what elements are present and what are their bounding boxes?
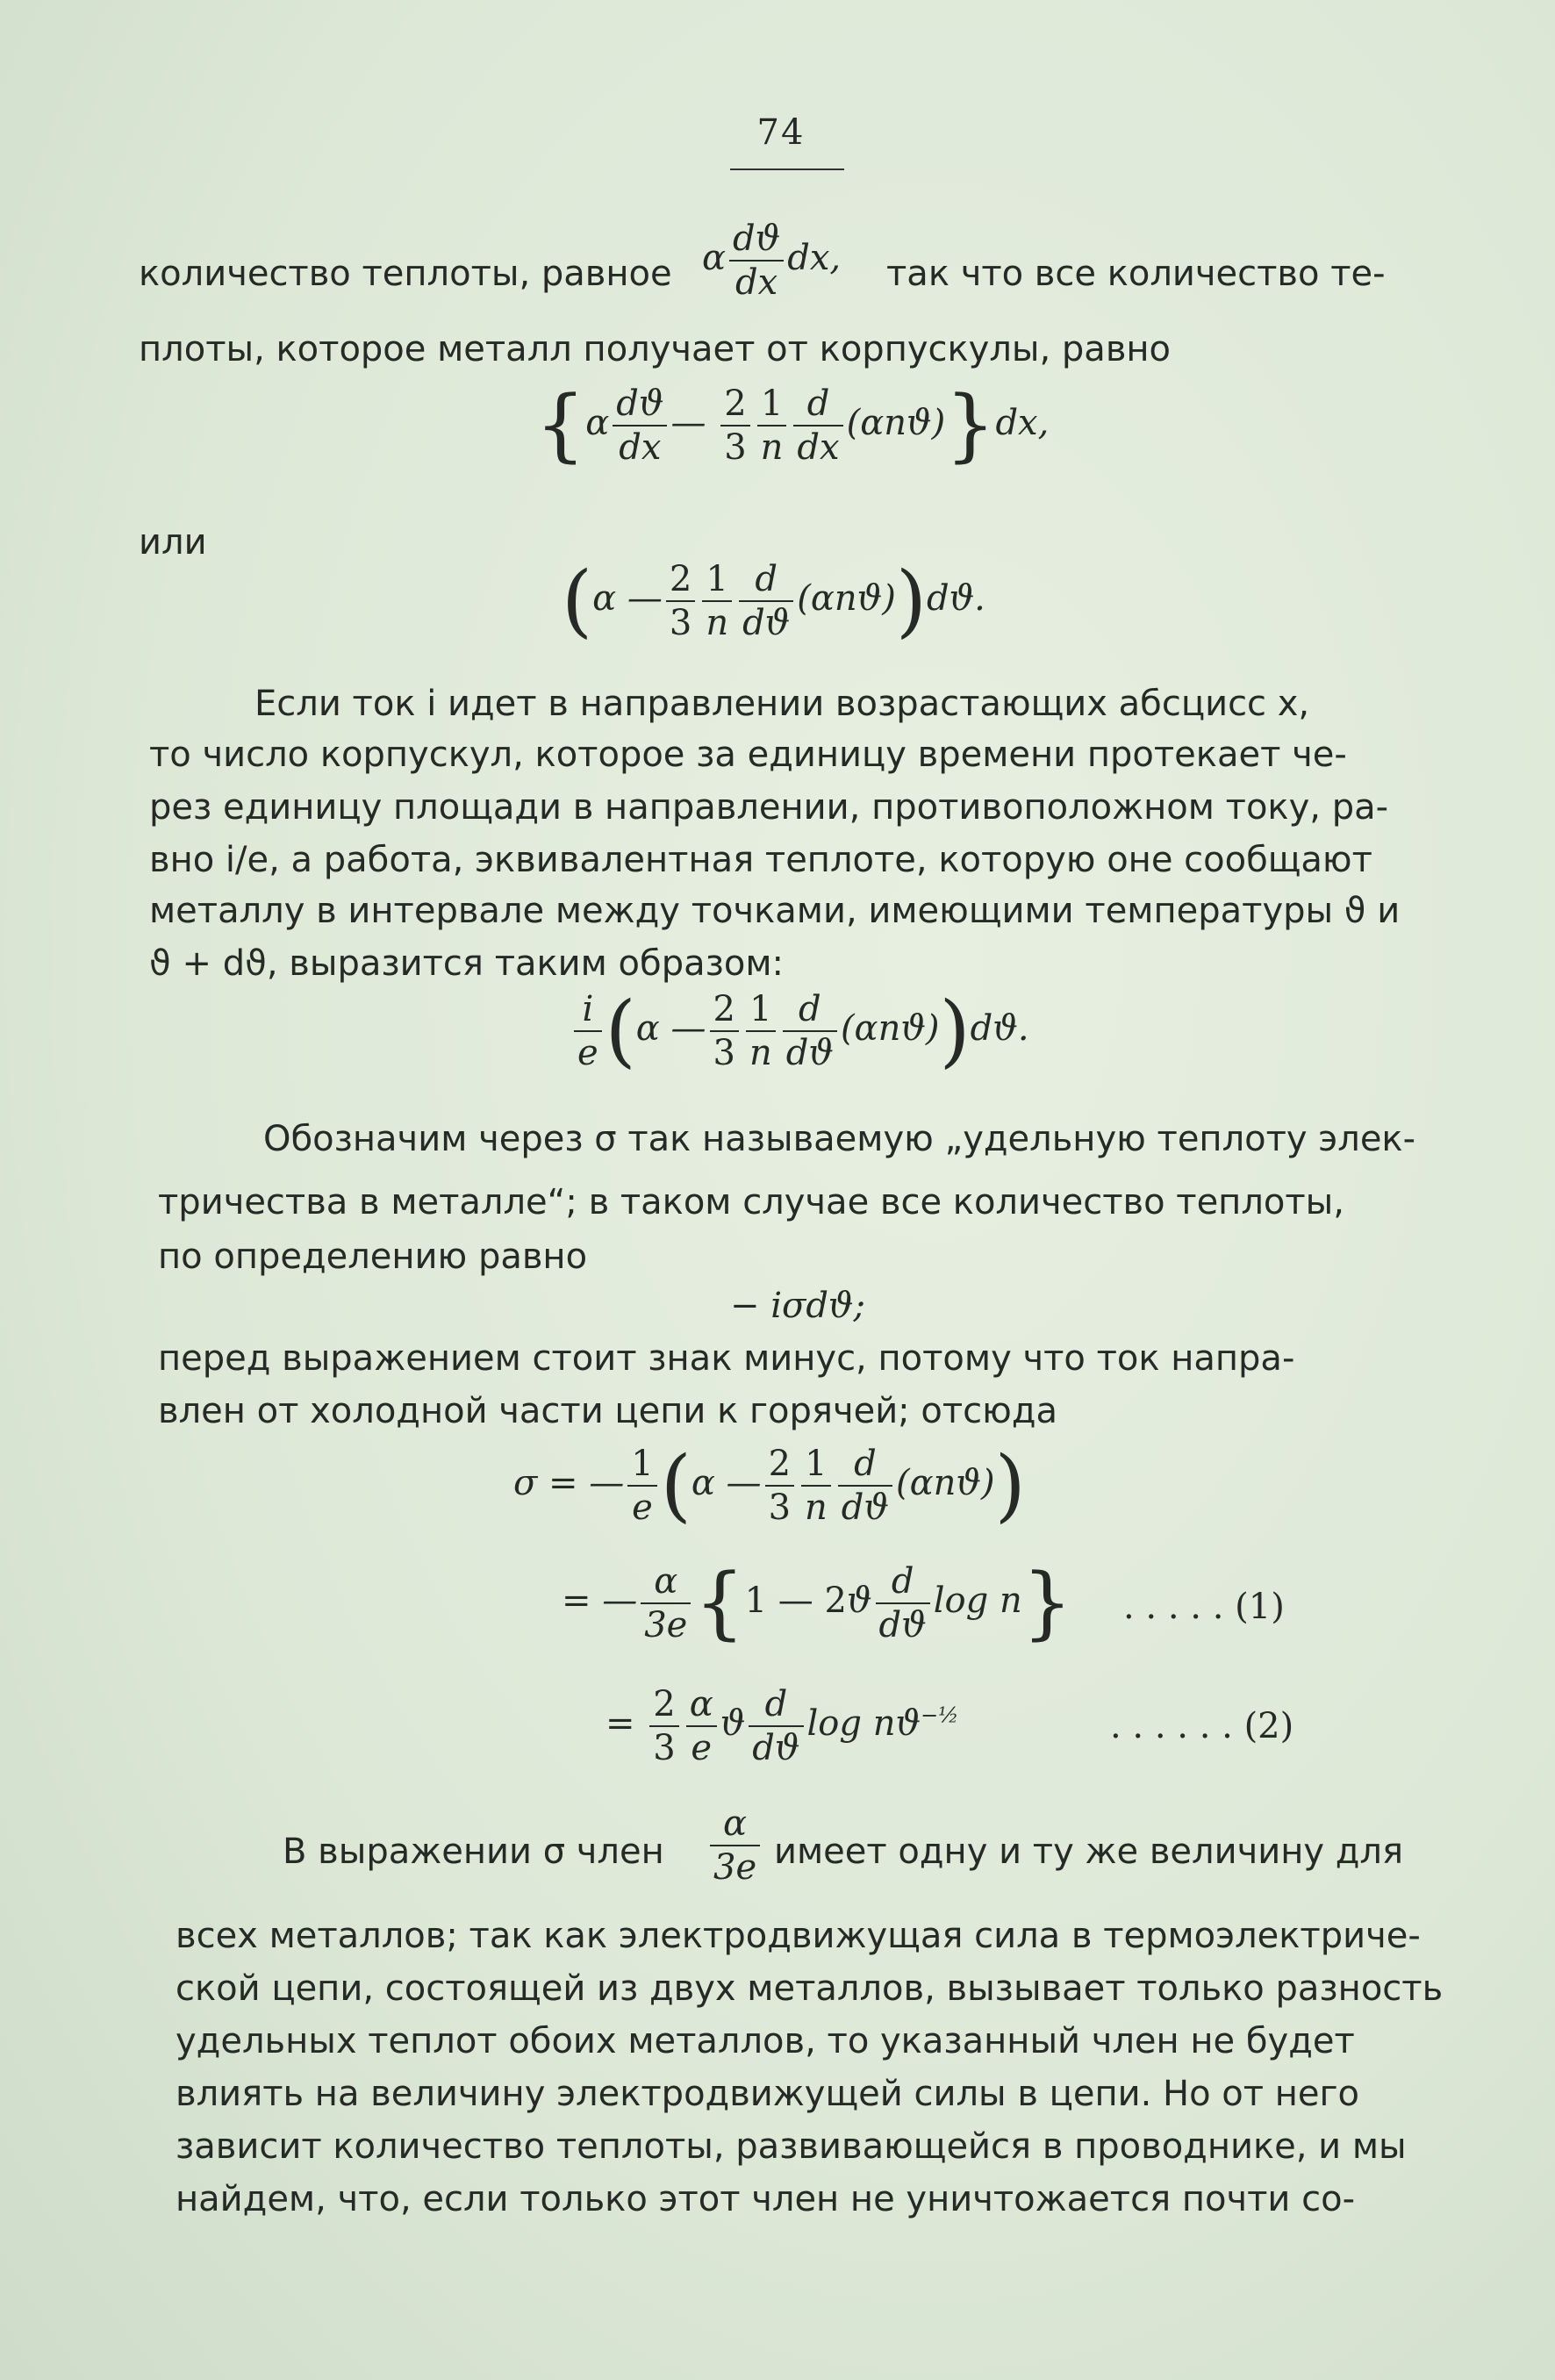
p3-line-1: Обозначим через σ так называемую „удельную теплоту элек- [263, 1119, 1416, 1159]
inline-formula-1: α $\frac{dϑ}{dx}$ dx, [702, 219, 842, 303]
p6-line-4: влиять на величину электродвижущей силы в цепи. Но от него [176, 2074, 1360, 2114]
p4-line-1: перед выражением стоит знак минус, потому что ток напра- [158, 1338, 1295, 1379]
equation-number-1: . . . . . (1) [1123, 1587, 1285, 1627]
sigma-equation-0: σ = — $\frac{1}{e}$ (α — $\frac{2}{3}$ $\frac{1}{n}$ $\frac{d}{dϑ}$ (αnϑ)) [513, 1439, 1026, 1531]
p6-line-2: ской цепи, состоящей из двух металлов, вызывает только разность [176, 1968, 1444, 2009]
p5-line-1b: имеет одну и ту же величину для [774, 1832, 1404, 1872]
p5-line-1a: В выражении σ член [283, 1832, 664, 1872]
p6-line-1: всех металлов; так как электродвижущая сила в термоэлектриче- [176, 1916, 1421, 1956]
p4-line-2: влен от холодной части цепи к горячей; отсюда [158, 1391, 1057, 1431]
p2-line-5: металлу в интервале между точками, имеющими температуры ϑ и [149, 891, 1401, 931]
p3-line-3: по определению равно [158, 1237, 588, 1277]
page-number: 74 [756, 112, 806, 153]
text-line-1b: так что все количество те- [886, 254, 1386, 294]
p6-line-3: удельных теплот обоих металлов, то указанный член не будет [176, 2021, 1355, 2061]
p2-line-1: Если ток i идет в направлении возрастающих абсцисс x, [254, 684, 1310, 724]
text-line-1a: количество теплоты, равное [139, 254, 672, 294]
page-number-rule [730, 168, 844, 170]
sigma-equation-1: = — $\frac{\alpha}{3e}$ {1 — 2ϑ $\frac{d}{dϑ}$ log n} [562, 1557, 1072, 1649]
inline-formula-alpha-3e: $\frac{\alpha}{3e}$ [706, 1806, 763, 1885]
sigma-equation-2: = $\frac{2}{3}$ $\frac{\alpha}{e}$ ϑ $\frac{d}{dϑ}$ $\log nϑ^{-\frac{1}{2}}$ [606, 1684, 959, 1768]
p3-line-2: тричества в металле“; в таком случае все количество теплоты, [158, 1182, 1344, 1222]
equation-number-2: . . . . . . (2) [1110, 1706, 1294, 1746]
display-formula-b: (α — $\frac{2}{3}$ $\frac{1}{n}$ $\frac{d}{dϑ}$ (αnϑ))dϑ. [562, 555, 985, 647]
p6-line-5: зависит количество теплоты, развивающейся в проводнике, и мы [176, 2126, 1407, 2167]
text-line-2: плоты, которое металл получает от корпускулы, равно [139, 329, 1172, 369]
p6-line-6: найдем, что, если только этот член не уничтожается почти со- [176, 2179, 1356, 2219]
p2-line-4: вно i/e, а работа, эквивалентная теплоте, которую оне сообщают [149, 840, 1372, 880]
text-ili: или [139, 522, 207, 563]
display-formula-c: $\frac{i}{e}$ (α — $\frac{2}{3}$ $\frac{1}{n}$ $\frac{d}{dϑ}$ (αnϑ))dϑ. [570, 992, 1029, 1071]
formula-i-sigma: − iσdϑ; [730, 1286, 866, 1326]
p2-line-3: рез единицу площади в направлении, противоположном току, ра- [149, 787, 1389, 828]
p2-line-6: ϑ + dϑ, выразится таким образом: [149, 943, 784, 984]
p2-line-2: то число корпускул, которое за единицу времени протекает че- [149, 735, 1347, 775]
display-formula-a: {α $\frac{dϑ}{dx}$ — $\frac{2}{3}$ $\frac{1}{n}$ $\frac{d}{dx}$ (αnϑ)}dx, [535, 379, 1050, 471]
